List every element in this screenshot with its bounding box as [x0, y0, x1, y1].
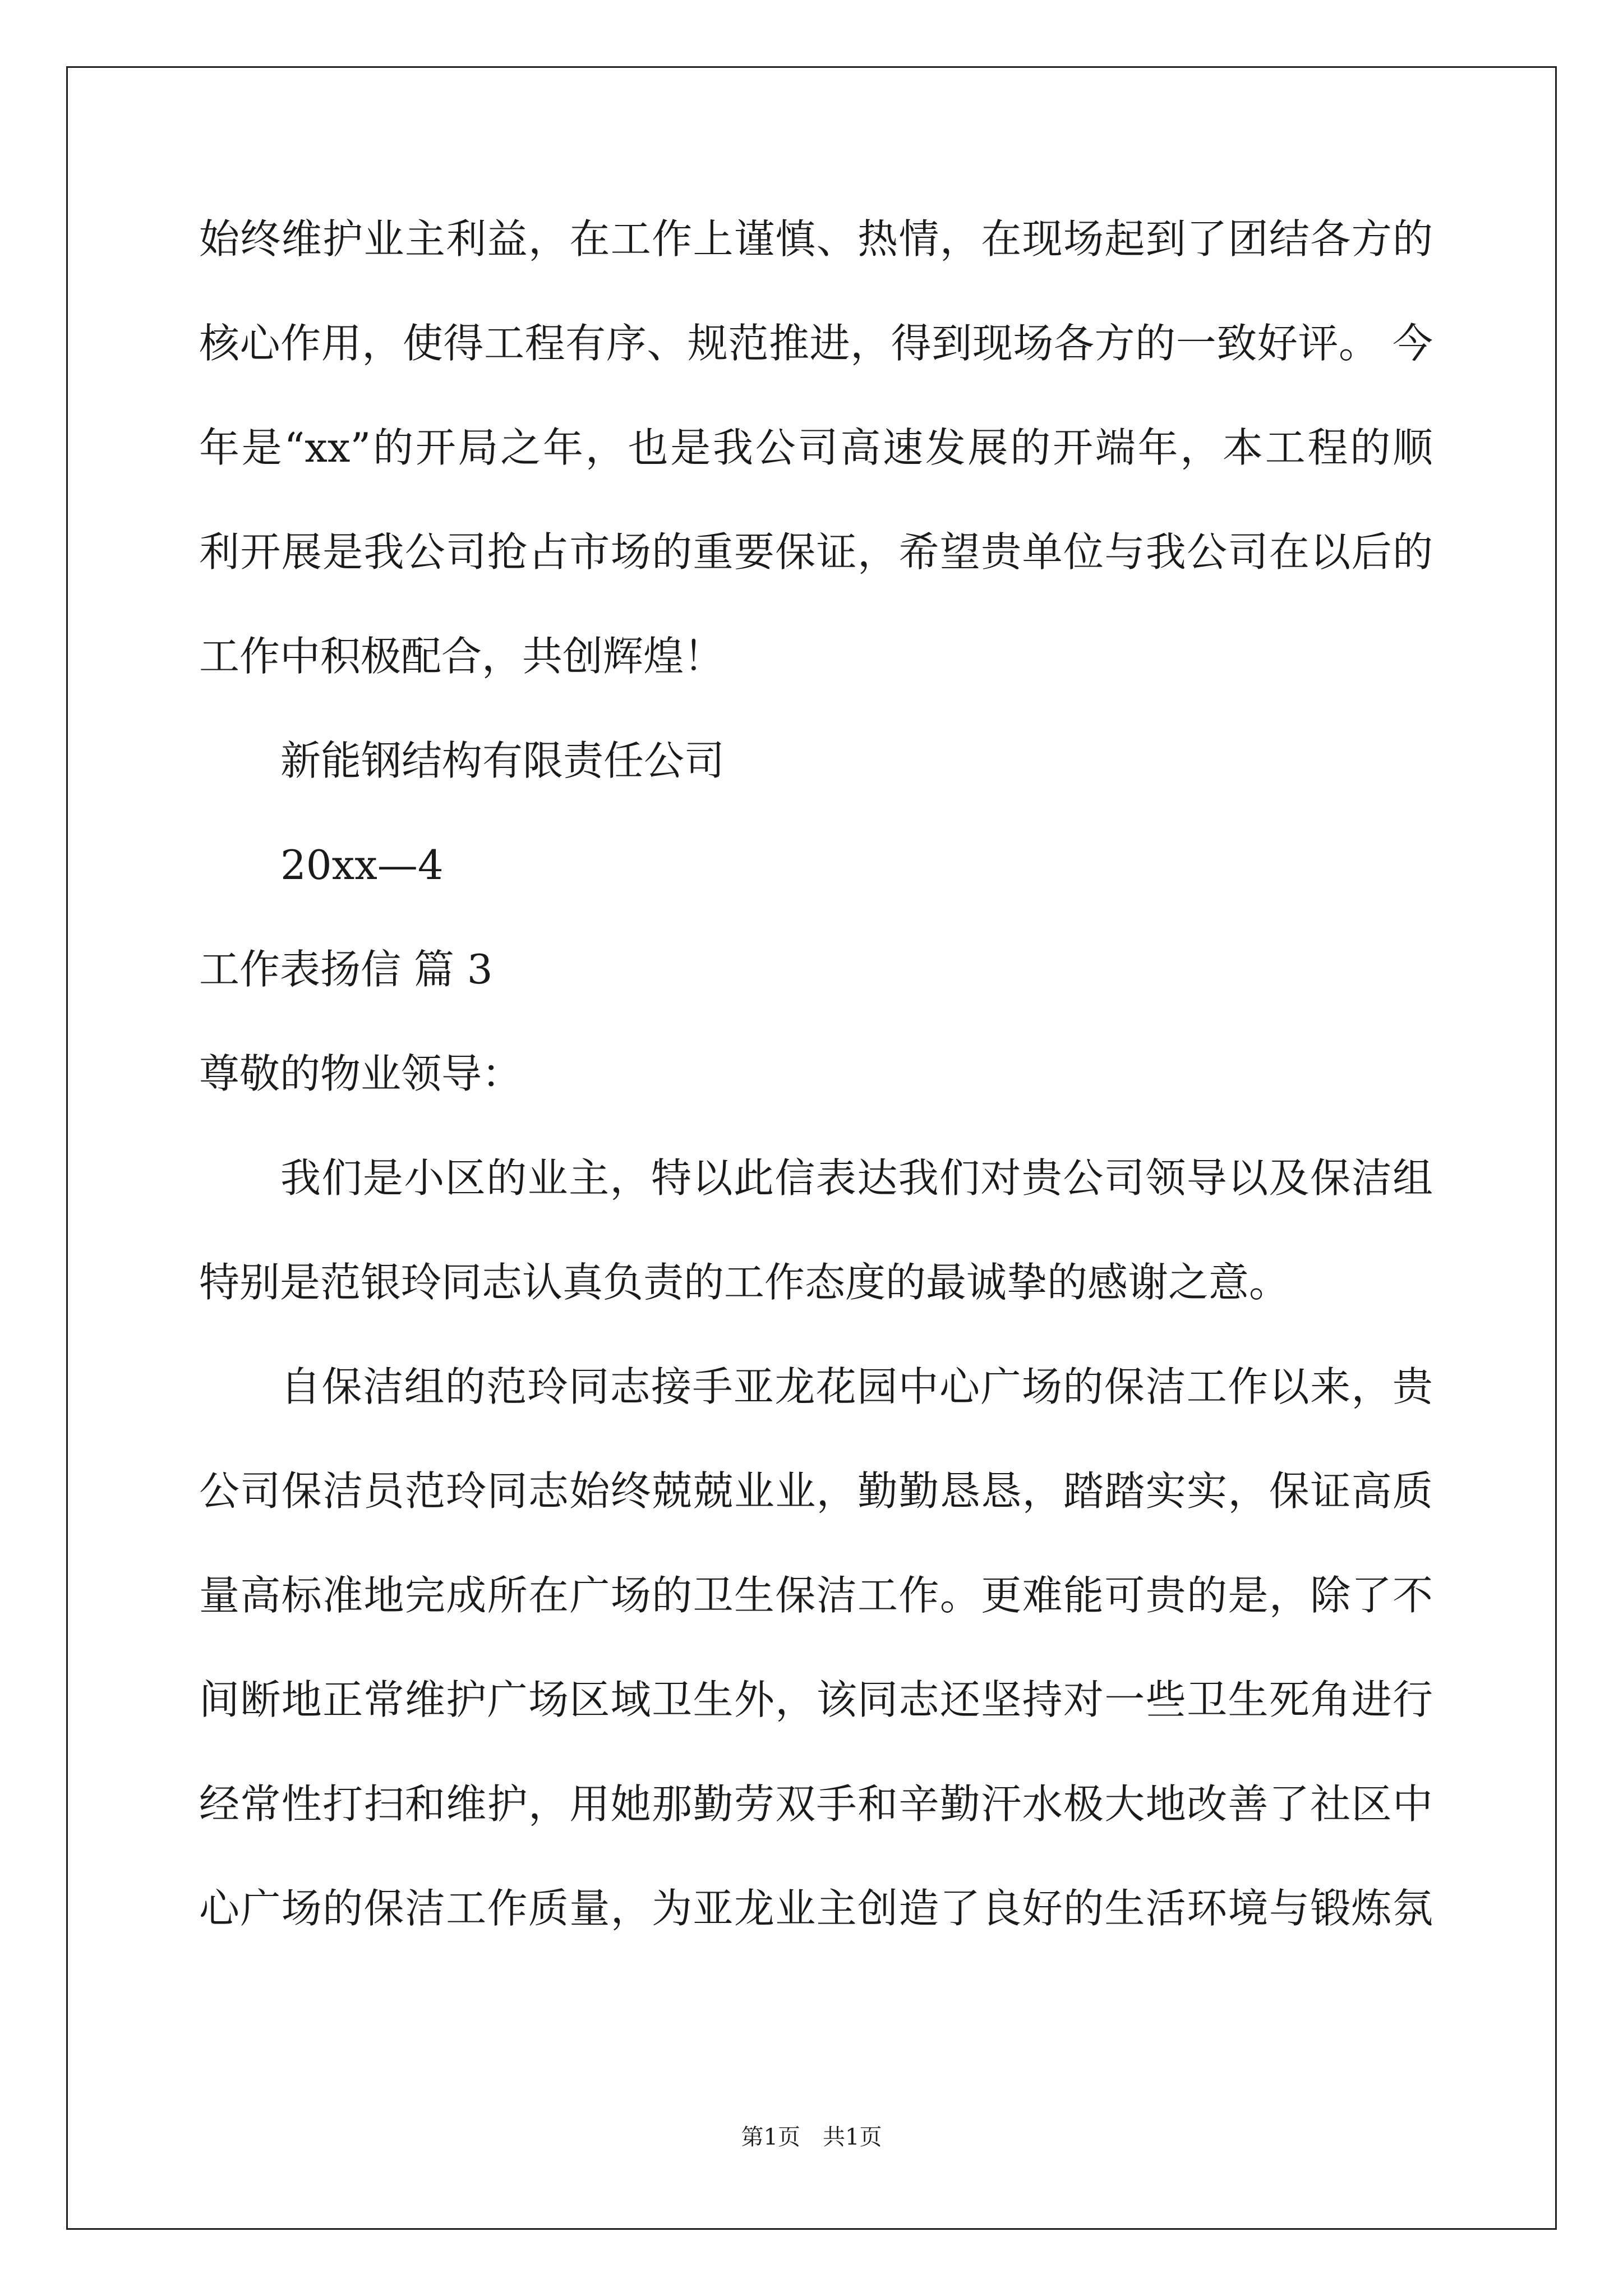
- body-line: 公司保洁员范玲同志始终兢兢业业，勤勤恳恳，踏踏实实，保证高质: [199, 1467, 1433, 1515]
- body-line: 间断地正常维护广场区域卫生外，该同志还坚持对一些卫生死角进行: [199, 1676, 1433, 1723]
- body-line: 我们是小区的业主，特以此信表达我们对贵公司领导以及保洁组: [280, 1154, 1433, 1202]
- document-body: [199, 215, 1433, 1993]
- company-signature: 新能钢结构有限责任公司: [280, 737, 725, 784]
- body-line: 利开展是我公司抢占市场的重要保证，希望贵单位与我公司在以后的: [199, 528, 1433, 576]
- body-line: 核心作用，使得工程有序、规范推进，得到现场各方的一致好评。 今: [199, 320, 1433, 367]
- salutation: 尊敬的物业领导：: [199, 1050, 523, 1097]
- body-line: 心广场的保洁工作质量，为亚龙业主创造了良好的生活环境与锻炼氛: [199, 1885, 1433, 1932]
- signature-date: 20xx—4: [280, 841, 444, 889]
- body-line: 量高标准地完成所在广场的卫生保洁工作。更难能可贵的是，除了不: [199, 1572, 1433, 1619]
- section-heading: 工作表扬信 篇 3: [199, 946, 493, 993]
- body-line: 年是“xx”的开局之年，也是我公司高速发展的开端年，本工程的顺: [199, 424, 1433, 471]
- body-line: 工作中积极配合，共创辉煌！: [199, 633, 725, 680]
- body-line: 始终维护业主利益，在工作上谨慎、热情，在现场起到了团结各方的: [199, 215, 1433, 263]
- body-line: 经常性打扫和维护，用她那勤劳双手和辛勤汗水极大地改善了社区中: [199, 1780, 1433, 1828]
- body-line: 特别是范银玲同志认真负责的工作态度的最诚挚的感谢之意。: [199, 1259, 1290, 1306]
- body-line: 自保洁组的范玲同志接手亚龙花园中心广场的保洁工作以来，贵: [280, 1363, 1433, 1410]
- page-footer: 第1页 共1页: [741, 2124, 882, 2150]
